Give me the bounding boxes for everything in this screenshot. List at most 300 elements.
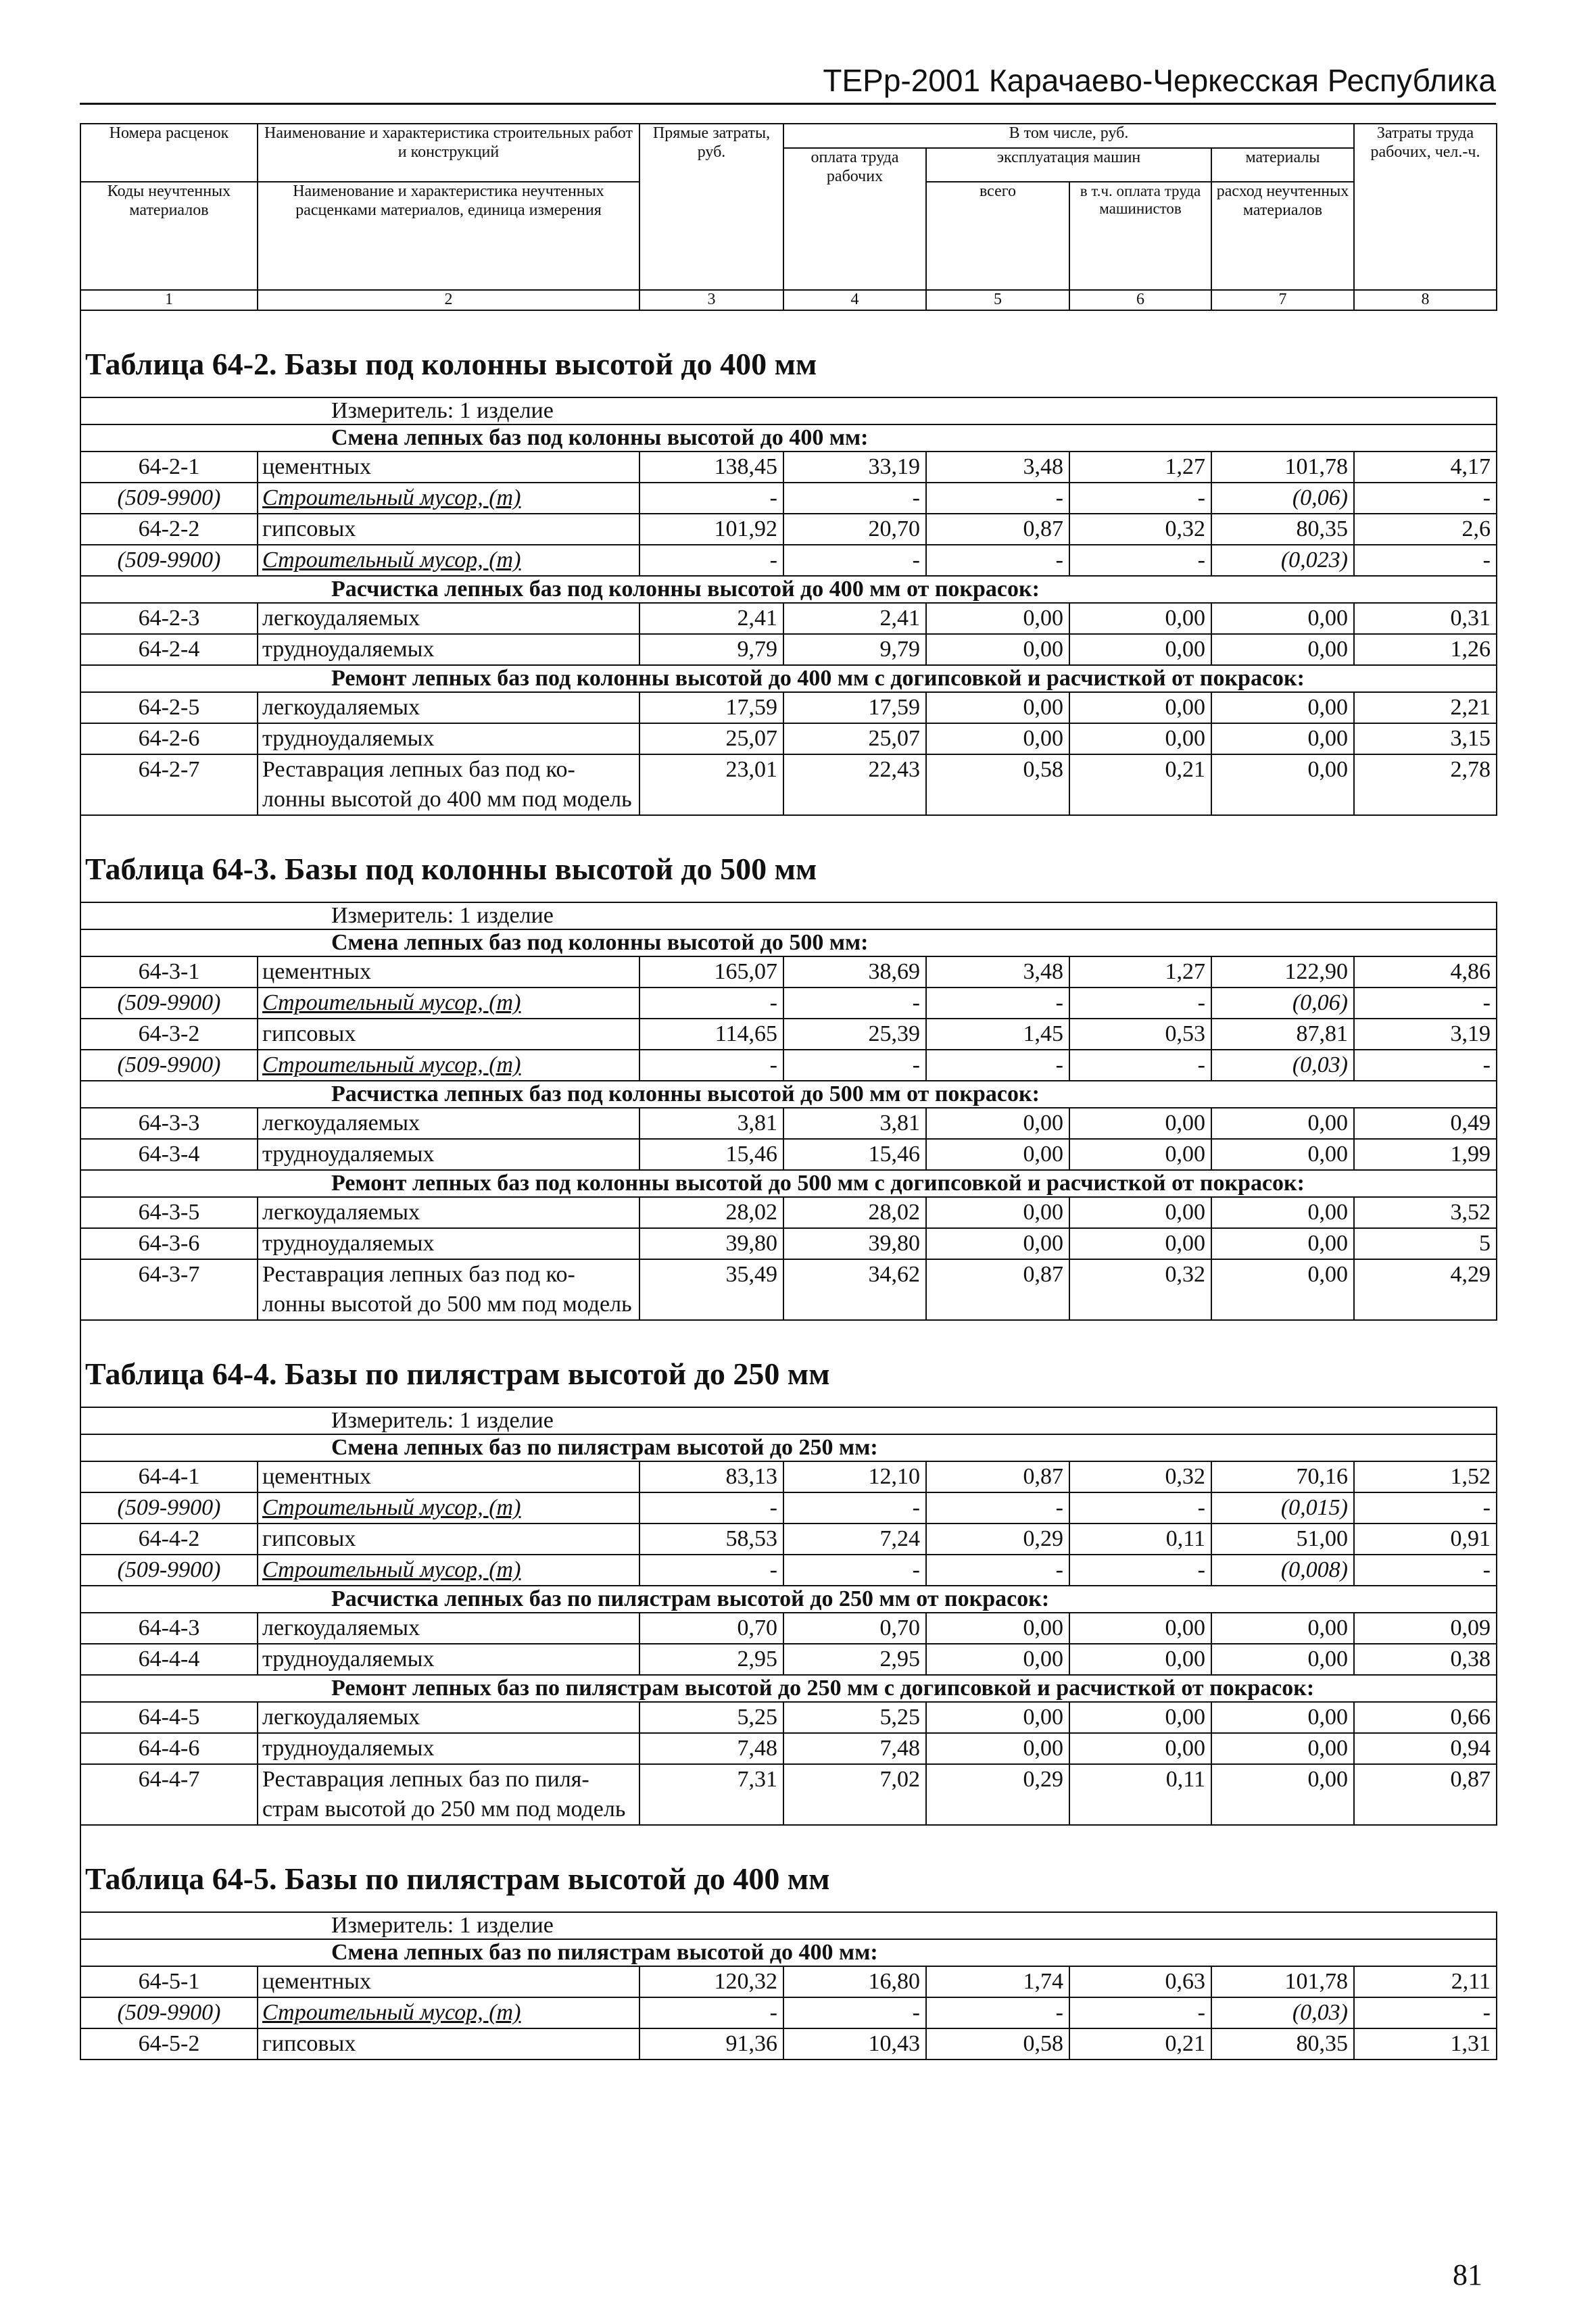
labor-hours-value: 0,91 xyxy=(1354,1524,1497,1555)
header-materials: материалы xyxy=(1211,148,1354,182)
rate-row xyxy=(80,2028,1497,2060)
direct-costs-value: 83,13 xyxy=(639,1461,783,1492)
work-name: легкоудаляемых xyxy=(258,603,639,634)
header-labor-hours: Затраты труда рабочих, чел.-ч. xyxy=(1354,124,1497,290)
work-name: Реставрация лепных баз по пиля-страм высотой до 250 мм под модель xyxy=(258,1764,639,1825)
work-name: легкоудаляемых xyxy=(258,1702,639,1733)
material-cost-value: 0,00 xyxy=(1211,1764,1354,1825)
work-group-title: Расчистка лепных баз под колонны высотой до 500 мм от покрасок: xyxy=(80,1081,1497,1108)
labor-hours-value: 3,52 xyxy=(1354,1197,1497,1228)
work-name: цементных xyxy=(258,956,639,988)
direct-costs-value: 7,48 xyxy=(639,1733,783,1764)
work-name: трудноудаляемых xyxy=(258,634,639,665)
rate-row xyxy=(80,692,1497,723)
material-code: (509-9900) xyxy=(80,545,258,576)
labor-pay-value: 15,46 xyxy=(783,1139,926,1170)
machinist-pay-value: 0,00 xyxy=(1069,634,1211,665)
direct-costs-value: 7,31 xyxy=(639,1764,783,1825)
material-cost-value: 101,78 xyxy=(1211,1966,1354,1997)
labor-hours-value: 1,31 xyxy=(1354,2028,1497,2060)
machinist-pay-value: 1,27 xyxy=(1069,956,1211,988)
machines-total-value: 0,00 xyxy=(926,692,1069,723)
direct-costs-value: - xyxy=(639,1050,783,1081)
material-code: (509-9900) xyxy=(80,1050,258,1081)
labor-pay-value: 10,43 xyxy=(783,2028,926,2060)
labor-hours-value: 5 xyxy=(1354,1228,1497,1259)
labor-hours-value: 1,52 xyxy=(1354,1461,1497,1492)
machinist-pay-value: 0,00 xyxy=(1069,692,1211,723)
machinist-pay-value: - xyxy=(1069,1050,1211,1081)
column-number-row xyxy=(80,290,1497,310)
column-number: 5 xyxy=(926,290,1069,310)
measurement-unit: Измеритель: 1 изделие xyxy=(80,397,1497,424)
direct-costs-value: - xyxy=(639,988,783,1019)
material-cost-value: 0,00 xyxy=(1211,603,1354,634)
machinist-pay-value: 0,11 xyxy=(1069,1524,1211,1555)
work-group-title: Расчистка лепных баз под колонны высотой до 400 мм от покрасок: xyxy=(80,576,1497,603)
direct-costs-value: 2,95 xyxy=(639,1644,783,1675)
rate-code: 64-4-4 xyxy=(80,1644,258,1675)
machines-total-value: - xyxy=(926,1997,1069,2028)
direct-costs-value: 91,36 xyxy=(639,2028,783,2060)
rate-code: 64-3-3 xyxy=(80,1108,258,1139)
labor-pay-value: 39,80 xyxy=(783,1228,926,1259)
machines-total-value: 0,00 xyxy=(926,1228,1069,1259)
machines-total-value: 1,74 xyxy=(926,1966,1069,1997)
rate-row xyxy=(80,754,1497,815)
machinist-pay-value: - xyxy=(1069,1997,1211,2028)
rate-code: 64-2-1 xyxy=(80,452,258,483)
header-including: В том числе, руб. xyxy=(783,124,1354,148)
direct-costs-value: 15,46 xyxy=(639,1139,783,1170)
labor-pay-value: 16,80 xyxy=(783,1966,926,1997)
rate-row xyxy=(80,1644,1497,1675)
labor-hours-value: - xyxy=(1354,545,1497,576)
rates-table xyxy=(80,123,1497,2060)
direct-costs-value: - xyxy=(639,1492,783,1524)
material-name: Строительный мусор, (т) xyxy=(258,1555,639,1586)
machinist-pay-value: - xyxy=(1069,988,1211,1019)
material-name: Строительный мусор, (т) xyxy=(258,1997,639,2028)
machinist-pay-value: 0,00 xyxy=(1069,1108,1211,1139)
measurement-unit: Измеритель: 1 изделие xyxy=(80,1407,1497,1434)
work-name: легкоудаляемых xyxy=(258,1197,639,1228)
machines-total-value: 3,48 xyxy=(926,452,1069,483)
machinist-pay-value: 0,00 xyxy=(1069,723,1211,754)
machines-total-value: - xyxy=(926,1492,1069,1524)
labor-hours-value: 0,49 xyxy=(1354,1108,1497,1139)
column-number: 2 xyxy=(258,290,639,310)
work-group-title: Смена лепных баз по пилястрам высотой до 250 мм: xyxy=(80,1434,1497,1461)
work-name: гипсовых xyxy=(258,1019,639,1050)
material-cost-value: (0,03) xyxy=(1211,1997,1354,2028)
rate-row xyxy=(80,1524,1497,1555)
labor-pay-value: 2,41 xyxy=(783,603,926,634)
column-number: 4 xyxy=(783,290,926,310)
header-rate-numbers: Номера расценок xyxy=(80,124,258,182)
labor-hours-value: 0,31 xyxy=(1354,603,1497,634)
material-cost-value: 70,16 xyxy=(1211,1461,1354,1492)
rate-row xyxy=(80,1108,1497,1139)
work-name: цементных xyxy=(258,452,639,483)
machinist-pay-value: 0,32 xyxy=(1069,514,1211,545)
direct-costs-value: 2,41 xyxy=(639,603,783,634)
direct-costs-value: 0,70 xyxy=(639,1613,783,1644)
machines-total-value: 0,00 xyxy=(926,723,1069,754)
material-code: (509-9900) xyxy=(80,483,258,514)
rate-code: 64-2-2 xyxy=(80,514,258,545)
machines-total-value: 0,00 xyxy=(926,1108,1069,1139)
machinist-pay-value: 0,21 xyxy=(1069,754,1211,815)
direct-costs-value: 23,01 xyxy=(639,754,783,815)
work-name: Реставрация лепных баз под ко-лонны высотой до 500 мм под модель xyxy=(258,1259,639,1320)
work-name: трудноудаляемых xyxy=(258,1644,639,1675)
page-number: 81 xyxy=(1453,2258,1482,2291)
material-cost-value: (0,015) xyxy=(1211,1492,1354,1524)
labor-pay-value: 7,02 xyxy=(783,1764,926,1825)
labor-pay-value: 5,25 xyxy=(783,1702,926,1733)
work-name: легкоудаляемых xyxy=(258,1108,639,1139)
material-code: (509-9900) xyxy=(80,1492,258,1524)
rate-row xyxy=(80,1228,1497,1259)
labor-pay-value: - xyxy=(783,545,926,576)
labor-pay-value: 12,10 xyxy=(783,1461,926,1492)
direct-costs-value: 138,45 xyxy=(639,452,783,483)
material-cost-value: (0,03) xyxy=(1211,1050,1354,1081)
material-cost-value: 101,78 xyxy=(1211,452,1354,483)
rate-row xyxy=(80,603,1497,634)
material-row xyxy=(80,545,1497,576)
direct-costs-value: - xyxy=(639,1997,783,2028)
rate-code: 64-2-5 xyxy=(80,692,258,723)
labor-hours-value: 2,6 xyxy=(1354,514,1497,545)
material-cost-value: 0,00 xyxy=(1211,692,1354,723)
column-number: 1 xyxy=(80,290,258,310)
direct-costs-value: 35,49 xyxy=(639,1259,783,1320)
machines-total-value: 3,48 xyxy=(926,956,1069,988)
work-group-title: Смена лепных баз под колонны высотой до 500 мм: xyxy=(80,929,1497,956)
rate-row xyxy=(80,1019,1497,1050)
header-material-name: Наименование и характеристика неучтенных расценками материалов, единица измерения xyxy=(258,182,639,290)
material-row xyxy=(80,483,1497,514)
work-group-title: Ремонт лепных баз под колонны высотой до 400 мм с догипсовкой и расчисткой от покрасок: xyxy=(80,665,1497,692)
rate-row xyxy=(80,1764,1497,1825)
material-cost-value: (0,06) xyxy=(1211,988,1354,1019)
material-cost-value: (0,06) xyxy=(1211,483,1354,514)
material-row xyxy=(80,1997,1497,2028)
material-cost-value: 0,00 xyxy=(1211,1702,1354,1733)
work-name: гипсовых xyxy=(258,2028,639,2060)
measurement-unit: Измеритель: 1 изделие xyxy=(80,1912,1497,1939)
material-name: Строительный мусор, (т) xyxy=(258,545,639,576)
direct-costs-value: 25,07 xyxy=(639,723,783,754)
labor-pay-value: 17,59 xyxy=(783,692,926,723)
direct-costs-value: 39,80 xyxy=(639,1228,783,1259)
labor-pay-value: 38,69 xyxy=(783,956,926,988)
rate-row xyxy=(80,956,1497,988)
machinist-pay-value: 0,00 xyxy=(1069,1702,1211,1733)
header-work-name: Наименование и характеристика строительных работ и конструкций xyxy=(258,124,639,182)
rate-code: 64-3-7 xyxy=(80,1259,258,1320)
work-name: гипсовых xyxy=(258,514,639,545)
material-cost-value: 0,00 xyxy=(1211,1644,1354,1675)
material-code: (509-9900) xyxy=(80,1555,258,1586)
machines-total-value: 0,87 xyxy=(926,514,1069,545)
labor-pay-value: - xyxy=(783,1555,926,1586)
work-group-title: Смена лепных баз по пилястрам высотой до 400 мм: xyxy=(80,1939,1497,1966)
rate-code: 64-4-5 xyxy=(80,1702,258,1733)
direct-costs-value: - xyxy=(639,545,783,576)
header-labor-pay: оплата труда рабочих xyxy=(783,148,926,290)
rate-row xyxy=(80,452,1497,483)
labor-hours-value: 4,17 xyxy=(1354,452,1497,483)
header-direct-costs: Прямые затраты, руб. xyxy=(639,124,783,290)
material-name: Строительный мусор, (т) xyxy=(258,988,639,1019)
labor-hours-value: 2,21 xyxy=(1354,692,1497,723)
machines-total-value: 1,45 xyxy=(926,1019,1069,1050)
machinist-pay-value: - xyxy=(1069,483,1211,514)
material-cost-value: 51,00 xyxy=(1211,1524,1354,1555)
table-caption: Таблица 64-4. Базы по пилястрам высотой до 250 мм xyxy=(80,1320,1497,1407)
labor-pay-value: - xyxy=(783,1050,926,1081)
rate-code: 64-4-6 xyxy=(80,1733,258,1764)
table-caption: Таблица 64-2. Базы под колонны высотой до 400 мм xyxy=(80,310,1497,397)
rate-row xyxy=(80,1461,1497,1492)
rate-code: 64-2-6 xyxy=(80,723,258,754)
direct-costs-value: 3,81 xyxy=(639,1108,783,1139)
work-name: трудноудаляемых xyxy=(258,723,639,754)
material-cost-value: 0,00 xyxy=(1211,1733,1354,1764)
work-name: трудноудаляемых xyxy=(258,1228,639,1259)
header-rule xyxy=(80,103,1496,105)
material-cost-value: 0,00 xyxy=(1211,754,1354,815)
rate-row xyxy=(80,1139,1497,1170)
rate-code: 64-5-2 xyxy=(80,2028,258,2060)
material-cost-value: (0,023) xyxy=(1211,545,1354,576)
labor-pay-value: 33,19 xyxy=(783,452,926,483)
labor-pay-value: 7,48 xyxy=(783,1733,926,1764)
material-cost-value: 0,00 xyxy=(1211,1139,1354,1170)
rate-code: 64-4-7 xyxy=(80,1764,258,1825)
labor-hours-value: 1,99 xyxy=(1354,1139,1497,1170)
labor-hours-value: 2,11 xyxy=(1354,1966,1497,1997)
labor-pay-value: 25,07 xyxy=(783,723,926,754)
labor-pay-value: 7,24 xyxy=(783,1524,926,1555)
column-number: 8 xyxy=(1354,290,1497,310)
rate-row xyxy=(80,1966,1497,1997)
machines-total-value: 0,87 xyxy=(926,1461,1069,1492)
labor-hours-value: 4,86 xyxy=(1354,956,1497,988)
machines-total-value: - xyxy=(926,545,1069,576)
machinist-pay-value: 0,00 xyxy=(1069,1644,1211,1675)
labor-pay-value: 34,62 xyxy=(783,1259,926,1320)
direct-costs-value: 5,25 xyxy=(639,1702,783,1733)
labor-hours-value: 2,78 xyxy=(1354,754,1497,815)
measurement-unit: Измеритель: 1 изделие xyxy=(80,902,1497,929)
machinist-pay-value: 0,00 xyxy=(1069,1139,1211,1170)
rate-code: 64-3-4 xyxy=(80,1139,258,1170)
machinist-pay-value: - xyxy=(1069,1492,1211,1524)
material-cost-value: 122,90 xyxy=(1211,956,1354,988)
labor-hours-value: - xyxy=(1354,1555,1497,1586)
machines-total-value: 0,00 xyxy=(926,1644,1069,1675)
machines-total-value: 0,00 xyxy=(926,1613,1069,1644)
machinist-pay-value: 0,11 xyxy=(1069,1764,1211,1825)
material-row xyxy=(80,1492,1497,1524)
work-name: цементных xyxy=(258,1966,639,1997)
machines-total-value: 0,29 xyxy=(926,1524,1069,1555)
material-name: Строительный мусор, (т) xyxy=(258,483,639,514)
rate-code: 64-2-4 xyxy=(80,634,258,665)
machines-total-value: - xyxy=(926,988,1069,1019)
labor-pay-value: 0,70 xyxy=(783,1613,926,1644)
header-material-codes: Коды неучтенных материалов xyxy=(80,182,258,290)
rate-code: 64-4-3 xyxy=(80,1613,258,1644)
work-name: легкоудаляемых xyxy=(258,1613,639,1644)
labor-pay-value: - xyxy=(783,1492,926,1524)
machinist-pay-value: 0,32 xyxy=(1069,1461,1211,1492)
work-group-title: Ремонт лепных баз по пилястрам высотой до 250 мм с догипсовкой и расчисткой от покрасок: xyxy=(80,1675,1497,1702)
labor-hours-value: 3,19 xyxy=(1354,1019,1497,1050)
table-caption: Таблица 64-5. Базы по пилястрам высотой до 400 мм xyxy=(80,1825,1497,1912)
material-name: Строительный мусор, (т) xyxy=(258,1050,639,1081)
direct-costs-value: 101,92 xyxy=(639,514,783,545)
rate-row xyxy=(80,1197,1497,1228)
machines-total-value: - xyxy=(926,1050,1069,1081)
material-cost-value: 0,00 xyxy=(1211,1228,1354,1259)
labor-hours-value: - xyxy=(1354,1050,1497,1081)
direct-costs-value: 28,02 xyxy=(639,1197,783,1228)
header-material-consumption: расход неучтенных материалов xyxy=(1211,182,1354,290)
labor-pay-value: - xyxy=(783,988,926,1019)
direct-costs-value: 58,53 xyxy=(639,1524,783,1555)
material-cost-value: 0,00 xyxy=(1211,1259,1354,1320)
column-number: 6 xyxy=(1069,290,1211,310)
work-group-title: Смена лепных баз под колонны высотой до 400 мм: xyxy=(80,424,1497,452)
rate-row xyxy=(80,1733,1497,1764)
material-cost-value: 80,35 xyxy=(1211,2028,1354,2060)
rate-code: 64-3-2 xyxy=(80,1019,258,1050)
rate-code: 64-5-1 xyxy=(80,1966,258,1997)
machines-total-value: 0,58 xyxy=(926,2028,1069,2060)
material-cost-value: 0,00 xyxy=(1211,1108,1354,1139)
material-cost-value: 80,35 xyxy=(1211,514,1354,545)
material-row xyxy=(80,1050,1497,1081)
work-group-title: Ремонт лепных баз под колонны высотой до 500 мм с догипсовкой и расчисткой от покрасок: xyxy=(80,1170,1497,1197)
material-cost-value: 87,81 xyxy=(1211,1019,1354,1050)
material-cost-value: (0,008) xyxy=(1211,1555,1354,1586)
machinist-pay-value: 0,00 xyxy=(1069,1228,1211,1259)
rate-row xyxy=(80,1613,1497,1644)
machinist-pay-value: 1,27 xyxy=(1069,452,1211,483)
labor-hours-value: 0,38 xyxy=(1354,1644,1497,1675)
labor-hours-value: 0,94 xyxy=(1354,1733,1497,1764)
material-code: (509-9900) xyxy=(80,1997,258,2028)
machinist-pay-value: 0,53 xyxy=(1069,1019,1211,1050)
machinist-pay-value: 0,00 xyxy=(1069,1197,1211,1228)
machinist-pay-value: 0,00 xyxy=(1069,603,1211,634)
work-name: Реставрация лепных баз под ко-лонны высотой до 400 мм под модель xyxy=(258,754,639,815)
labor-hours-value: - xyxy=(1354,1997,1497,2028)
machines-total-value: 0,00 xyxy=(926,1139,1069,1170)
work-name: трудноудаляемых xyxy=(258,1733,639,1764)
material-row xyxy=(80,988,1497,1019)
work-name: легкоудаляемых xyxy=(258,692,639,723)
machines-total-value: 0,00 xyxy=(926,634,1069,665)
rate-code: 64-4-2 xyxy=(80,1524,258,1555)
work-name: трудноудаляемых xyxy=(258,1139,639,1170)
machinist-pay-value: - xyxy=(1069,1555,1211,1586)
machines-total-value: 0,29 xyxy=(926,1764,1069,1825)
labor-hours-value: - xyxy=(1354,988,1497,1019)
material-cost-value: 0,00 xyxy=(1211,1613,1354,1644)
rate-code: 64-2-3 xyxy=(80,603,258,634)
direct-costs-value: - xyxy=(639,483,783,514)
labor-pay-value: 2,95 xyxy=(783,1644,926,1675)
rate-row xyxy=(80,1702,1497,1733)
machinist-pay-value: 0,00 xyxy=(1069,1733,1211,1764)
labor-pay-value: 3,81 xyxy=(783,1108,926,1139)
machinist-pay-value: - xyxy=(1069,545,1211,576)
material-cost-value: 0,00 xyxy=(1211,723,1354,754)
machines-total-value: 0,00 xyxy=(926,1702,1069,1733)
machines-total-value: 0,87 xyxy=(926,1259,1069,1320)
rate-code: 64-3-5 xyxy=(80,1197,258,1228)
labor-hours-value: 0,66 xyxy=(1354,1702,1497,1733)
rate-code: 64-2-7 xyxy=(80,754,258,815)
direct-costs-value: 120,32 xyxy=(639,1966,783,1997)
direct-costs-value: 114,65 xyxy=(639,1019,783,1050)
rate-row xyxy=(80,1259,1497,1320)
material-row xyxy=(80,1555,1497,1586)
material-cost-value: 0,00 xyxy=(1211,634,1354,665)
column-number: 7 xyxy=(1211,290,1354,310)
material-cost-value: 0,00 xyxy=(1211,1197,1354,1228)
labor-pay-value: 28,02 xyxy=(783,1197,926,1228)
labor-hours-value: 0,09 xyxy=(1354,1613,1497,1644)
rate-code: 64-3-6 xyxy=(80,1228,258,1259)
machinist-pay-value: 0,63 xyxy=(1069,1966,1211,1997)
material-code: (509-9900) xyxy=(80,988,258,1019)
labor-hours-value: 0,87 xyxy=(1354,1764,1497,1825)
header-machines-total: всего xyxy=(926,182,1069,290)
labor-pay-value: 20,70 xyxy=(783,514,926,545)
work-name: цементных xyxy=(258,1461,639,1492)
rate-code: 64-4-1 xyxy=(80,1461,258,1492)
labor-hours-value: - xyxy=(1354,483,1497,514)
machinist-pay-value: 0,21 xyxy=(1069,2028,1211,2060)
machines-total-value: 0,00 xyxy=(926,1197,1069,1228)
machines-total-value: 0,00 xyxy=(926,603,1069,634)
labor-pay-value: 9,79 xyxy=(783,634,926,665)
direct-costs-value: 9,79 xyxy=(639,634,783,665)
header-machinist-pay: в т.ч. оплата труда машинистов xyxy=(1069,182,1211,290)
machinist-pay-value: 0,00 xyxy=(1069,1613,1211,1644)
column-number: 3 xyxy=(639,290,783,310)
work-name: гипсовых xyxy=(258,1524,639,1555)
rates-page xyxy=(80,123,1496,2178)
rate-code: 64-3-1 xyxy=(80,956,258,988)
direct-costs-value: 17,59 xyxy=(639,692,783,723)
labor-pay-value: 25,39 xyxy=(783,1019,926,1050)
rate-row xyxy=(80,514,1497,545)
header-machines: эксплуатация машин xyxy=(926,148,1211,182)
machines-total-value: - xyxy=(926,1555,1069,1586)
machines-total-value: 0,00 xyxy=(926,1733,1069,1764)
labor-pay-value: 22,43 xyxy=(783,754,926,815)
labor-pay-value: - xyxy=(783,483,926,514)
material-name: Строительный мусор, (т) xyxy=(258,1492,639,1524)
